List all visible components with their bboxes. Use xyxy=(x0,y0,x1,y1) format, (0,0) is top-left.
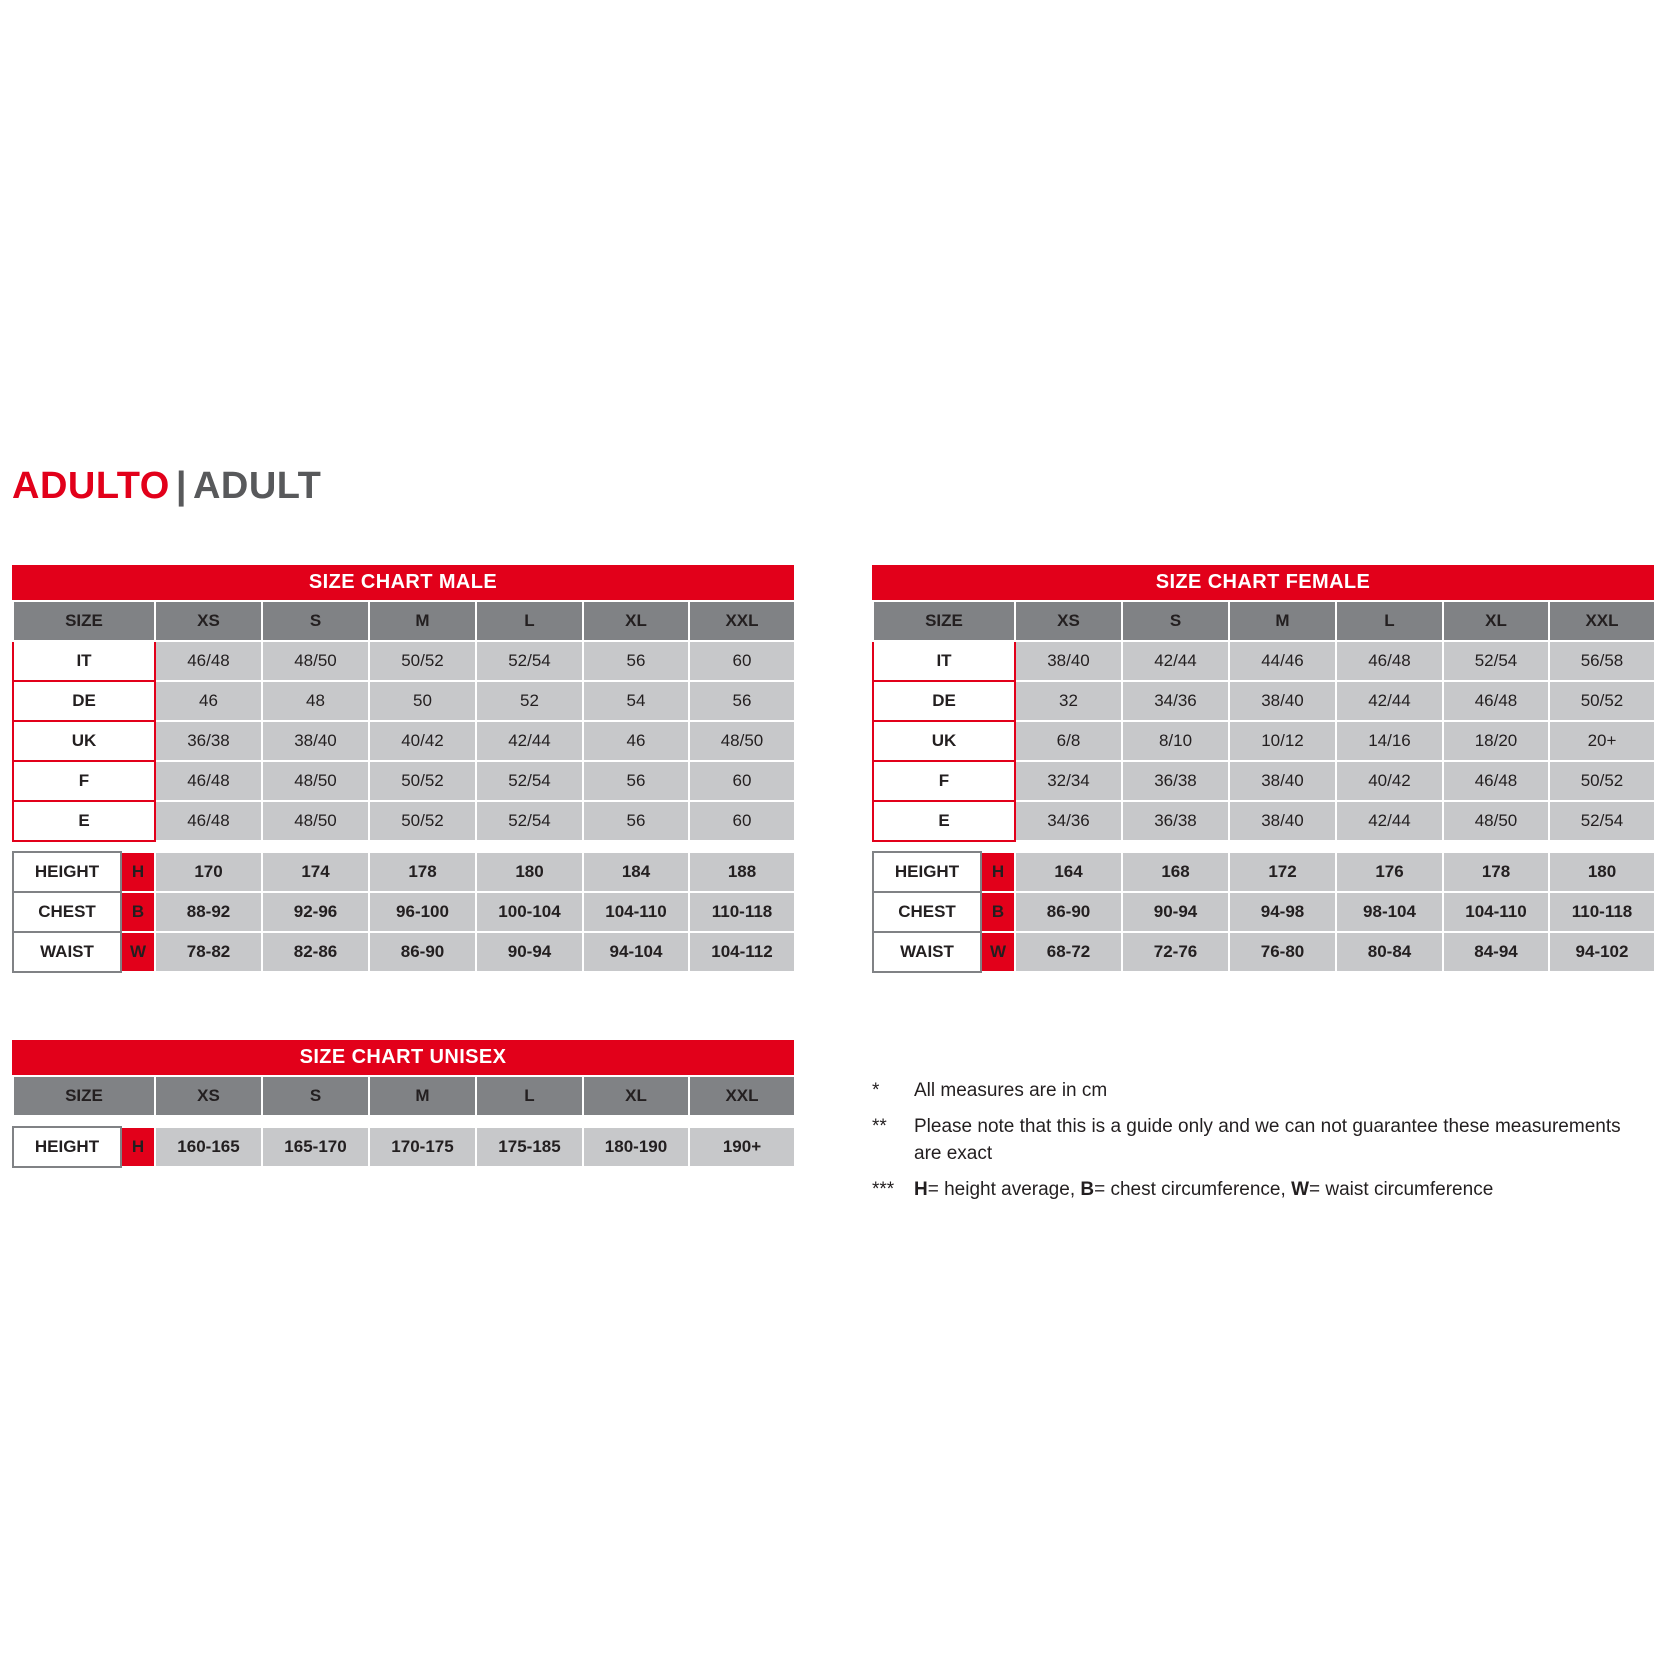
table-cell: 44/46 xyxy=(1229,641,1336,681)
table-cell: 14/16 xyxy=(1336,721,1443,761)
table-cell: 56 xyxy=(689,681,795,721)
row-label: F xyxy=(873,761,1015,801)
table-cell: 164 xyxy=(1015,852,1122,892)
column-header: XS xyxy=(155,1076,262,1116)
table-cell: 104-112 xyxy=(689,932,795,972)
column-header: L xyxy=(476,601,583,641)
table-cell: 48/50 xyxy=(1443,801,1549,841)
table-row xyxy=(13,721,795,761)
table-cell: 110-118 xyxy=(1549,892,1654,932)
table-cell: 94-102 xyxy=(1549,932,1654,972)
column-header: XXL xyxy=(689,1076,795,1116)
table-cell: 76-80 xyxy=(1229,932,1336,972)
table-cell: 8/10 xyxy=(1122,721,1229,761)
column-header: SIZE xyxy=(13,601,155,641)
table-cell: 180 xyxy=(1549,852,1654,892)
table-cell: 46/48 xyxy=(155,641,262,681)
measure-label: WAIST xyxy=(13,932,121,972)
table-row-header xyxy=(13,601,795,641)
page-title-separator: | xyxy=(175,465,187,507)
table-cell: 46/48 xyxy=(155,761,262,801)
table-cell: 50/52 xyxy=(1549,681,1654,721)
table-cell: 46/48 xyxy=(1443,761,1549,801)
table-cell: 20+ xyxy=(1549,721,1654,761)
measure-key: B xyxy=(121,892,155,932)
measure-label: CHEST xyxy=(873,892,981,932)
table-cell: 90-94 xyxy=(476,932,583,972)
row-label: UK xyxy=(873,721,1015,761)
table-cell: 165-170 xyxy=(262,1127,369,1167)
note-marker: *** xyxy=(872,1178,895,1200)
row-label: E xyxy=(873,801,1015,841)
table-cell: 50/52 xyxy=(1549,761,1654,801)
table-cell: 40/42 xyxy=(1336,761,1443,801)
table-cell: 170-175 xyxy=(369,1127,476,1167)
table-cell: 38/40 xyxy=(1229,801,1336,841)
measure-key: W xyxy=(981,932,1015,972)
table-cell: 86-90 xyxy=(369,932,476,972)
column-header: XL xyxy=(583,1076,689,1116)
table-cell: 46/48 xyxy=(1336,641,1443,681)
table-cell: 46 xyxy=(155,681,262,721)
table-row xyxy=(13,1127,795,1167)
measure-key: H xyxy=(981,852,1015,892)
table-cell: 72-76 xyxy=(1122,932,1229,972)
column-header: M xyxy=(1229,601,1336,641)
column-header: S xyxy=(262,1076,369,1116)
table-cell: 160-165 xyxy=(155,1127,262,1167)
column-header: L xyxy=(476,1076,583,1116)
column-header: M xyxy=(369,1076,476,1116)
size-chart-unisex-heading: SIZE CHART UNISEX xyxy=(12,1040,794,1075)
table-row-header xyxy=(873,601,1654,641)
size-chart-male-measures xyxy=(12,851,796,973)
column-header: M xyxy=(369,601,476,641)
table-cell: 52/54 xyxy=(476,801,583,841)
table-cell: 42/44 xyxy=(1336,801,1443,841)
measure-key: H xyxy=(121,852,155,892)
size-chart-female-table xyxy=(872,600,1654,842)
table-cell: 32/34 xyxy=(1015,761,1122,801)
column-header: L xyxy=(1336,601,1443,641)
table-cell: 176 xyxy=(1336,852,1443,892)
table-row xyxy=(873,761,1654,801)
table-row-header xyxy=(13,1076,795,1116)
size-chart-female xyxy=(872,565,1654,973)
table-cell: 50/52 xyxy=(369,641,476,681)
table-cell: 78-82 xyxy=(155,932,262,972)
table-cell: 42/44 xyxy=(1336,681,1443,721)
note-marker: ** xyxy=(872,1115,887,1137)
table-cell: 40/42 xyxy=(369,721,476,761)
table-cell: 52/54 xyxy=(1549,801,1654,841)
column-header: XXL xyxy=(689,601,795,641)
table-cell: 38/40 xyxy=(262,721,369,761)
table-cell: 96-100 xyxy=(369,892,476,932)
table-row xyxy=(13,852,795,892)
table-cell: 168 xyxy=(1122,852,1229,892)
table-row xyxy=(873,932,1654,972)
table-cell: 46 xyxy=(583,721,689,761)
table-row xyxy=(873,641,1654,681)
table-cell: 174 xyxy=(262,852,369,892)
table-cell: 50/52 xyxy=(369,801,476,841)
table-cell: 38/40 xyxy=(1229,681,1336,721)
table-cell: 48/50 xyxy=(262,801,369,841)
column-header: XL xyxy=(1443,601,1549,641)
row-label: IT xyxy=(13,641,155,681)
column-header: SIZE xyxy=(13,1076,155,1116)
size-chart-unisex-measures xyxy=(12,1126,796,1168)
table-cell: 42/44 xyxy=(1122,641,1229,681)
measure-key: W xyxy=(121,932,155,972)
table-row xyxy=(13,641,795,681)
table-cell: 46/48 xyxy=(1443,681,1549,721)
table-cell: 48/50 xyxy=(262,761,369,801)
size-chart-unisex-table xyxy=(12,1075,796,1117)
table-cell: 34/36 xyxy=(1122,681,1229,721)
table-row xyxy=(13,932,795,972)
table-cell: 180-190 xyxy=(583,1127,689,1167)
note-text: All measures are in cm xyxy=(914,1080,1108,1101)
table-cell: 68-72 xyxy=(1015,932,1122,972)
table-row xyxy=(13,801,795,841)
row-label: DE xyxy=(873,681,1015,721)
table-cell: 54 xyxy=(583,681,689,721)
note-marker: * xyxy=(872,1080,880,1101)
table-cell: 80-84 xyxy=(1336,932,1443,972)
column-header: XS xyxy=(155,601,262,641)
measure-label: HEIGHT xyxy=(873,852,981,892)
table-cell: 94-104 xyxy=(583,932,689,972)
size-chart-female-measures xyxy=(872,851,1654,973)
table-cell: 190+ xyxy=(689,1127,795,1167)
table-cell: 180 xyxy=(476,852,583,892)
table-cell: 48/50 xyxy=(689,721,795,761)
table-cell: 48 xyxy=(262,681,369,721)
page-title-english: ADULT xyxy=(192,465,322,507)
table-cell: 175-185 xyxy=(476,1127,583,1167)
size-chart-male-heading: SIZE CHART MALE xyxy=(12,565,794,600)
measure-label: HEIGHT xyxy=(13,1127,121,1167)
table-cell: 92-96 xyxy=(262,892,369,932)
note-item xyxy=(872,1078,1642,1105)
note-text: Please note that this is a guide only and we can not guarantee these measurements are exact xyxy=(914,1115,1621,1164)
table-cell: 172 xyxy=(1229,852,1336,892)
table-cell: 36/38 xyxy=(1122,761,1229,801)
table-cell: 94-98 xyxy=(1229,892,1336,932)
size-chart-unisex xyxy=(12,1040,794,1168)
column-header: XL xyxy=(583,601,689,641)
table-row xyxy=(13,681,795,721)
table-row xyxy=(13,761,795,801)
table-row xyxy=(873,852,1654,892)
table-cell: 48/50 xyxy=(262,641,369,681)
table-row xyxy=(13,892,795,932)
column-header: S xyxy=(262,601,369,641)
column-header: XS xyxy=(1015,601,1122,641)
measure-key: H xyxy=(121,1127,155,1167)
table-cell: 100-104 xyxy=(476,892,583,932)
note-text: H= height average, B= chest circumference, W= waist circumference xyxy=(914,1178,1494,1200)
table-cell: 188 xyxy=(689,852,795,892)
measure-label: WAIST xyxy=(873,932,981,972)
table-cell: 178 xyxy=(1443,852,1549,892)
table-row xyxy=(873,801,1654,841)
table-cell: 36/38 xyxy=(1122,801,1229,841)
table-cell: 56 xyxy=(583,641,689,681)
measure-label: CHEST xyxy=(13,892,121,932)
table-row xyxy=(873,721,1654,761)
row-label: E xyxy=(13,801,155,841)
table-cell: 36/38 xyxy=(155,721,262,761)
table-cell: 86-90 xyxy=(1015,892,1122,932)
measure-label: HEIGHT xyxy=(13,852,121,892)
column-header: XXL xyxy=(1549,601,1654,641)
measure-key: B xyxy=(981,892,1015,932)
table-cell: 50 xyxy=(369,681,476,721)
table-cell: 104-110 xyxy=(583,892,689,932)
table-cell: 52/54 xyxy=(476,761,583,801)
size-chart-female-heading: SIZE CHART FEMALE xyxy=(872,565,1654,600)
table-cell: 50/52 xyxy=(369,761,476,801)
table-cell: 18/20 xyxy=(1443,721,1549,761)
row-label: IT xyxy=(873,641,1015,681)
table-cell: 170 xyxy=(155,852,262,892)
table-cell: 52/54 xyxy=(1443,641,1549,681)
table-cell: 10/12 xyxy=(1229,721,1336,761)
table-cell: 60 xyxy=(689,641,795,681)
table-row xyxy=(873,681,1654,721)
table-cell: 34/36 xyxy=(1015,801,1122,841)
table-cell: 90-94 xyxy=(1122,892,1229,932)
table-cell: 88-92 xyxy=(155,892,262,932)
table-cell: 84-94 xyxy=(1443,932,1549,972)
table-row xyxy=(873,892,1654,932)
table-cell: 52/54 xyxy=(476,641,583,681)
size-chart-male xyxy=(12,565,794,973)
table-cell: 56 xyxy=(583,761,689,801)
table-cell: 52 xyxy=(476,681,583,721)
table-cell: 38/40 xyxy=(1229,761,1336,801)
table-cell: 56/58 xyxy=(1549,641,1654,681)
table-cell: 46/48 xyxy=(155,801,262,841)
table-cell: 60 xyxy=(689,801,795,841)
table-cell: 110-118 xyxy=(689,892,795,932)
table-cell: 60 xyxy=(689,761,795,801)
table-cell: 32 xyxy=(1015,681,1122,721)
row-label: UK xyxy=(13,721,155,761)
table-cell: 184 xyxy=(583,852,689,892)
size-chart-male-table xyxy=(12,600,796,842)
note-item xyxy=(872,1114,1642,1168)
table-cell: 6/8 xyxy=(1015,721,1122,761)
table-cell: 38/40 xyxy=(1015,641,1122,681)
table-cell: 104-110 xyxy=(1443,892,1549,932)
column-header: SIZE xyxy=(873,601,1015,641)
table-cell: 42/44 xyxy=(476,721,583,761)
column-header: S xyxy=(1122,601,1229,641)
table-cell: 178 xyxy=(369,852,476,892)
row-label: DE xyxy=(13,681,155,721)
row-label: F xyxy=(13,761,155,801)
table-cell: 82-86 xyxy=(262,932,369,972)
note-item xyxy=(872,1177,1642,1204)
table-cell: 98-104 xyxy=(1336,892,1443,932)
page-title-italian: ADULTO xyxy=(12,465,170,507)
table-cell: 56 xyxy=(583,801,689,841)
notes-block xyxy=(872,1078,1642,1213)
page-title xyxy=(12,465,321,508)
